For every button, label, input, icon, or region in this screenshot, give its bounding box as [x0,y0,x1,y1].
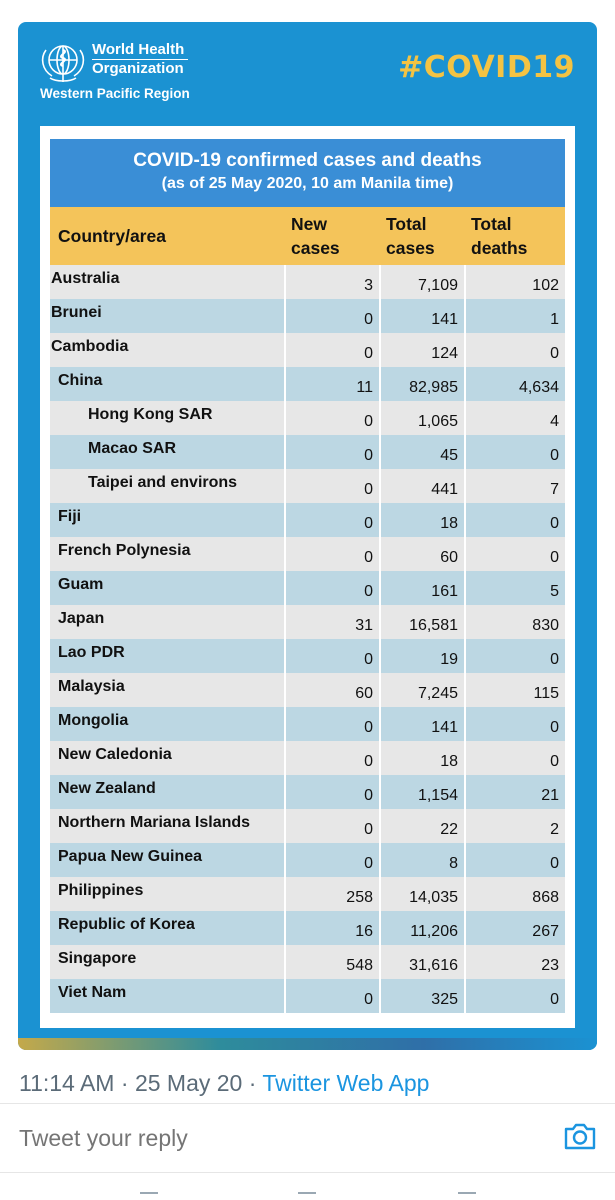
total-deaths-cell: 102 [465,265,565,299]
country-cell: Lao PDR [50,639,285,673]
new-cases-cell: 0 [285,299,380,333]
header-total-cases-l2: cases [386,238,435,258]
country-cell: Republic of Korea [50,911,285,945]
table-row [50,741,565,775]
total-cases-cell: 124 [380,333,465,367]
total-cases-cell: 7,109 [380,265,465,299]
card-bottom-stripe [18,1038,597,1050]
divider [0,1103,615,1104]
country-cell: Northern Mariana Islands [50,809,285,843]
total-cases-cell: 31,616 [380,945,465,979]
total-deaths-cell: 0 [465,707,565,741]
tweet-timestamp [19,1070,429,1097]
header-total-deaths-l2: deaths [471,238,528,258]
country-cell: Philippines [50,877,285,911]
total-deaths-cell: 0 [465,435,565,469]
new-cases-cell: 3 [285,265,380,299]
new-cases-cell: 0 [285,571,380,605]
table-header-row [50,207,565,265]
table-row [50,401,565,435]
country-cell: New Caledonia [50,741,285,775]
new-cases-cell: 60 [285,673,380,707]
total-deaths-cell: 0 [465,741,565,775]
who-logo [38,38,208,102]
header-new-cases-l1: New [291,214,327,234]
country-cell: China [50,367,285,401]
new-cases-cell: 0 [285,775,380,809]
covid-table [50,207,565,1013]
header-total-cases [380,207,465,265]
country-cell: Hong Kong SAR [50,401,285,435]
total-deaths-cell: 4 [465,401,565,435]
new-cases-cell: 16 [285,911,380,945]
camera-icon[interactable] [563,1120,597,1152]
total-cases-cell: 16,581 [380,605,465,639]
new-cases-cell: 0 [285,741,380,775]
header-new-cases [285,207,380,265]
table-row [50,945,565,979]
who-region: Western Pacific Region [40,86,190,101]
table-row [50,877,565,911]
total-deaths-cell: 0 [465,503,565,537]
total-deaths-cell: 23 [465,945,565,979]
total-deaths-cell: 267 [465,911,565,945]
table-row [50,809,565,843]
total-cases-cell: 161 [380,571,465,605]
table-body [50,265,565,1013]
country-cell: Guam [50,571,285,605]
table-row [50,367,565,401]
total-cases-cell: 19 [380,639,465,673]
total-cases-cell: 18 [380,503,465,537]
table-row [50,979,565,1013]
new-cases-cell: 0 [285,469,380,503]
who-name-line1: World Health [92,41,185,58]
table-row [50,843,565,877]
new-cases-cell: 31 [285,605,380,639]
tweet-image-card[interactable] [18,22,597,1050]
total-cases-cell: 141 [380,707,465,741]
country-cell: Cambodia [50,333,285,367]
total-deaths-cell: 0 [465,843,565,877]
header-new-cases-l2: cases [291,238,340,258]
total-cases-cell: 60 [380,537,465,571]
total-cases-cell: 1,065 [380,401,465,435]
bottom-toolbar-peek [0,1192,615,1200]
total-cases-cell: 82,985 [380,367,465,401]
country-cell: Brunei [50,299,285,333]
country-cell: Malaysia [50,673,285,707]
stats-table-box [40,126,575,1028]
country-cell: French Polynesia [50,537,285,571]
new-cases-cell: 0 [285,537,380,571]
total-cases-cell: 325 [380,979,465,1013]
new-cases-cell: 0 [285,809,380,843]
table-row [50,435,565,469]
divider [0,1172,615,1173]
table-row [50,537,565,571]
tweet-time[interactable]: 11:14 AM [19,1070,115,1096]
total-cases-cell: 7,245 [380,673,465,707]
toolbar-icon[interactable] [458,1192,476,1198]
total-deaths-cell: 0 [465,333,565,367]
table-row [50,503,565,537]
total-cases-cell: 14,035 [380,877,465,911]
total-cases-cell: 18 [380,741,465,775]
total-deaths-cell: 830 [465,605,565,639]
country-cell: New Zealand [50,775,285,809]
new-cases-cell: 0 [285,707,380,741]
toolbar-icon[interactable] [298,1192,316,1198]
country-cell: Japan [50,605,285,639]
header-total-deaths [465,207,565,265]
table-row [50,775,565,809]
country-cell: Viet Nam [50,979,285,1013]
total-deaths-cell: 115 [465,673,565,707]
toolbar-icon[interactable] [140,1192,158,1198]
table-row [50,605,565,639]
total-deaths-cell: 2 [465,809,565,843]
total-deaths-cell: 7 [465,469,565,503]
total-cases-cell: 1,154 [380,775,465,809]
table-row [50,707,565,741]
who-name-line2: Organization [92,60,184,77]
new-cases-cell: 0 [285,843,380,877]
table-row [50,299,565,333]
reply-input[interactable] [19,1122,519,1154]
country-cell: Fiji [50,503,285,537]
header-total-cases-l1: Total [386,214,427,234]
table-subtitle: (as of 25 May 2020, 10 am Manila time) [161,175,454,192]
total-cases-cell: 45 [380,435,465,469]
header-country: Country/area [50,207,285,265]
table-row [50,911,565,945]
country-cell: Mongolia [50,707,285,741]
new-cases-cell: 0 [285,979,380,1013]
total-cases-cell: 11,206 [380,911,465,945]
new-cases-cell: 0 [285,401,380,435]
header-total-deaths-l1: Total [471,214,512,234]
total-deaths-cell: 0 [465,979,565,1013]
total-deaths-cell: 1 [465,299,565,333]
country-cell: Taipei and environs [50,469,285,503]
table-title: COVID-19 confirmed cases and deaths [133,150,482,171]
tweet-date[interactable]: 25 May 20 [134,1070,243,1096]
table-row [50,469,565,503]
total-cases-cell: 22 [380,809,465,843]
who-emblem-icon [38,40,88,84]
country-cell: Macao SAR [50,435,285,469]
country-cell: Singapore [50,945,285,979]
table-row [50,639,565,673]
total-deaths-cell: 868 [465,877,565,911]
total-cases-cell: 141 [380,299,465,333]
total-cases-cell: 441 [380,469,465,503]
total-deaths-cell: 4,634 [465,367,565,401]
new-cases-cell: 0 [285,503,380,537]
separator: · [114,1070,135,1096]
new-cases-cell: 258 [285,877,380,911]
total-cases-cell: 8 [380,843,465,877]
table-row [50,571,565,605]
country-cell: Papua New Guinea [50,843,285,877]
total-deaths-cell: 0 [465,537,565,571]
table-row [50,333,565,367]
table-row [50,265,565,299]
total-deaths-cell: 5 [465,571,565,605]
hashtag: #COVID19 [398,50,575,85]
new-cases-cell: 0 [285,333,380,367]
new-cases-cell: 0 [285,435,380,469]
table-title-band [50,139,565,207]
tweet-source-app[interactable]: Twitter Web App [262,1070,430,1096]
country-cell: Australia [50,265,285,299]
total-deaths-cell: 0 [465,639,565,673]
total-deaths-cell: 21 [465,775,565,809]
new-cases-cell: 0 [285,639,380,673]
new-cases-cell: 548 [285,945,380,979]
new-cases-cell: 11 [285,367,380,401]
separator: · [242,1070,263,1096]
table-row [50,673,565,707]
who-org-name [92,42,188,77]
